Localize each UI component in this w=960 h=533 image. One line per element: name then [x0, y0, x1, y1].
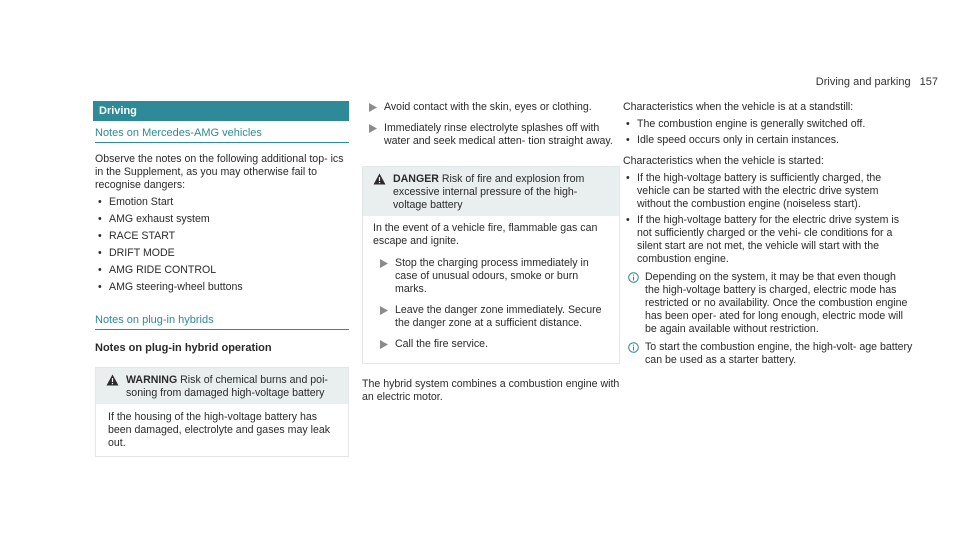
step-item [373, 257, 609, 296]
list-item: • AMG RIDE CONTROL [95, 264, 349, 277]
column-left [95, 101, 349, 457]
heading-plugin-hybrid-operation: Notes on plug-in hybrid operation [95, 342, 272, 354]
arrow-right-icon [380, 259, 388, 272]
started-title: Characteristics when the vehicle is started: [623, 155, 824, 167]
danger-header [363, 167, 619, 216]
danger-steps-list [373, 257, 609, 351]
column-right [623, 101, 913, 367]
step-text: Immediately rinse electrolyte splashes off with water and seek medical atten- tion straight away. [384, 122, 613, 147]
danger-body [363, 216, 619, 363]
list-item: • AMG exhaust system [95, 213, 349, 226]
list-item: • If the high-voltage battery for the electric drive system is not sufficiently charged or the vehi- cle conditions for a silent start are not met, the vehicle will start with the combustion engine. [623, 214, 913, 266]
warning-box [95, 367, 349, 457]
step-item [373, 338, 609, 351]
step-text: Call the fire service. [395, 338, 489, 350]
steps-list [362, 101, 620, 148]
info-icon [628, 272, 639, 287]
chapter-banner: Driving [93, 101, 349, 121]
danger-body-text: In the event of a vehicle fire, flammable gas can escape and ignite. [373, 222, 598, 247]
heading-plugin-hybrids: Notes on plug-in hybrids [95, 314, 349, 330]
warning-label: WARNING [126, 374, 178, 386]
list-item: • The combustion engine is generally switched off. [623, 118, 913, 131]
standstill-list [623, 118, 913, 147]
danger-box [362, 166, 620, 364]
list-item: • Emotion Start [95, 196, 349, 209]
step-item [362, 101, 620, 114]
list-item: • Idle speed occurs only in certain instances. [623, 134, 913, 147]
note-text: To start the combustion engine, the high-volt- age battery can be used as a starter battery. [645, 341, 913, 366]
step-item [362, 122, 620, 148]
intro-paragraph: Observe the notes on the following additional top- ics in the Supplement, as you may otherwise fail to recognise dangers: [95, 153, 344, 191]
note-text: Depending on the system, it may be that even though the high-voltage battery is charged, electric mode has restricted or no availability. Once the combustion engine has been oper- ated for long enough, electric mode will be again available without restriction. [645, 271, 908, 335]
warning-body: If the housing of the high-voltage battery has been damaged, electrolyte and gases may leak out. [108, 411, 331, 449]
warning-text: Risk of chemical burns and poi- soning from damaged high-voltage battery [126, 374, 328, 399]
list-item: • DRIFT MODE [95, 247, 349, 260]
column-middle [362, 101, 620, 404]
danger-text: Risk of fire and explosion from excessive internal pressure of the high- voltage battery [393, 173, 585, 211]
section-title: Driving and parking [815, 76, 911, 88]
warning-header [96, 368, 348, 404]
supplement-topics-list [95, 196, 349, 294]
step-text: Avoid contact with the skin, eyes or clothing. [384, 101, 592, 113]
step-text: Stop the charging process immediately in case of unusual odours, smoke or burn marks. [395, 257, 589, 295]
heading-amg-notes: Notes on Mercedes-AMG vehicles [95, 127, 349, 143]
danger-label: DANGER [393, 173, 439, 185]
list-item: • If the high-voltage battery is sufficiently charged, the vehicle can be started with the electric drive system without the combustion engine (noiseless start). [623, 172, 913, 211]
warning-triangle-icon [106, 374, 119, 390]
info-icon [628, 342, 639, 357]
arrow-right-icon [369, 103, 377, 116]
step-text: Leave the danger zone immediately. Secure the danger zone at a sufficient distance. [395, 304, 602, 329]
arrow-right-icon [380, 306, 388, 319]
list-item: • AMG steering-wheel buttons [95, 281, 349, 294]
started-list [623, 172, 913, 266]
hybrid-system-paragraph: The hybrid system combines a combustion engine with an electric motor. [362, 378, 620, 403]
step-item [373, 304, 609, 330]
standstill-title: Characteristics when the vehicle is at a standstill: [623, 101, 854, 113]
info-note [623, 271, 913, 336]
page-header [816, 76, 938, 89]
list-item: • RACE START [95, 230, 349, 243]
warning-triangle-icon [373, 173, 386, 189]
info-note [623, 341, 913, 367]
arrow-right-icon [369, 124, 377, 137]
page-number: 157 [919, 76, 938, 88]
arrow-right-icon [380, 340, 388, 353]
